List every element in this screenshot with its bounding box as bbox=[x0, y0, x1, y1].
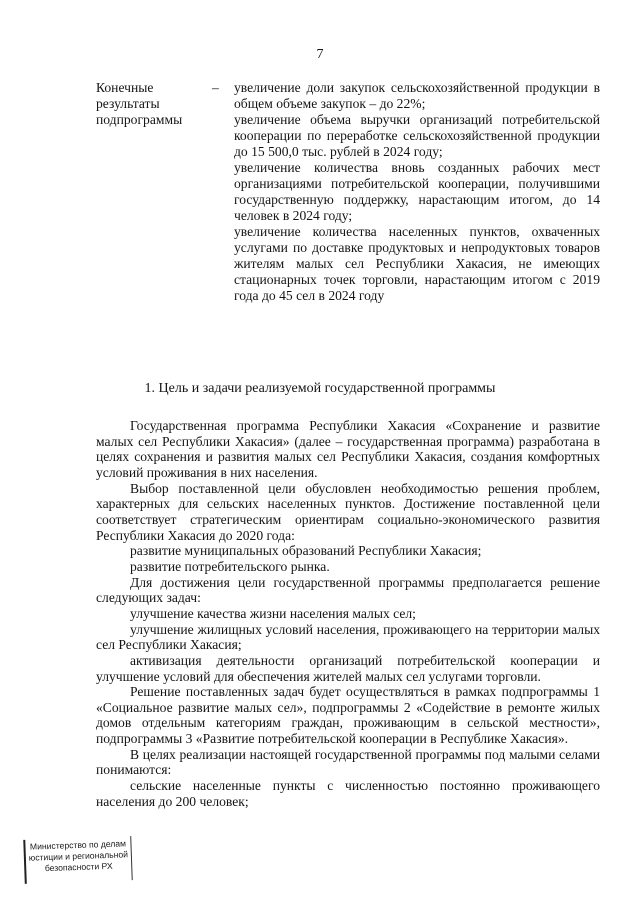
results-label bbox=[96, 80, 196, 128]
paragraph: улучшение жилищных условий населения, проживающего на территории малых сел Республики Хакасия; bbox=[96, 621, 600, 653]
results-dash: – bbox=[212, 80, 219, 95]
page-number: 7 bbox=[316, 47, 324, 62]
section-heading: 1. Цель и задачи реализуемой государственной программы bbox=[144, 381, 496, 396]
result-item: увеличение количества населенных пунктов, охваченных услугами по доставке продуктовых и непродуктовых товаров жителям малых сел Республики Хакасия, не имеющих стационарных точек торговли, нарастающим итогом с 2019 года до 45 сел в 2024 году bbox=[234, 224, 600, 303]
paragraph: В целях реализации настоящей государственной программы под малыми селами понимаются: bbox=[96, 746, 600, 778]
stamp-line: юстиции и региональной bbox=[28, 849, 129, 863]
results-label-line: Конечные bbox=[96, 80, 154, 95]
results-items bbox=[234, 80, 600, 304]
results-label-line: результаты bbox=[96, 96, 160, 111]
paragraph: развитие потребительского рынка. bbox=[130, 558, 330, 574]
paragraph: развитие муниципальных образований Республики Хакасия; bbox=[130, 543, 482, 559]
result-item: увеличение доли закупок сельскохозяйственной продукции в общем объеме закупок – до 22%; bbox=[234, 80, 600, 111]
body-text bbox=[96, 418, 600, 809]
ministry-stamp bbox=[23, 836, 132, 884]
paragraph: Выбор поставленной цели обусловлен необходимостью решения проблем, характерных для сельских населенных пунктов. Достижение поставленной цели соответствует стратегическим ориентирам социально-экономического развития Республики Хакасия до 2020 года: bbox=[96, 480, 600, 543]
stamp-line: безопасности РХ bbox=[44, 860, 113, 874]
paragraph: Для достижения цели государственной программы предполагается решение следующих задач: bbox=[96, 574, 600, 606]
paragraph: улучшение качества жизни населения малых сел; bbox=[130, 605, 416, 621]
results-label-line: подпрограммы bbox=[96, 112, 183, 127]
result-item: увеличение количества вновь созданных рабочих мест организациями потребительской кооперации, получившими государственную поддержку, нарастающим итогом, до 14 человек в 2024 году; bbox=[234, 160, 600, 223]
final-results-block bbox=[96, 80, 600, 310]
paragraph: сельские населенные пункты с численностью постоянно проживающего населения до 200 человек; bbox=[96, 778, 600, 809]
paragraph: Решение поставленных задач будет осуществляться в рамках подпрограммы 1 «Социальное развитие малых сел», подпрограммы 2 «Содействие в ремонте жилых домов отдельным категориям граждан, проживающим в сельской местности», подпрограммы 3 «Развитие потребительской кооперации в Республике Хакасия». bbox=[96, 684, 600, 747]
paragraph: активизация деятельности организаций потребительской кооперации и улучшение условий для обеспечения жителей малых сел услугами торговли. bbox=[96, 652, 600, 684]
paragraph: Государственная программа Республики Хакасия «Сохранение и развитие малых сел Республики Хакасия» (далее – государственная программа) разработана в целях сохранения и развития малых сел Республики Хакасия, создания комфортных условий проживания в них населения. bbox=[96, 418, 600, 480]
result-item: увеличение объема выручки организаций потребительской кооперации по переработке сельскохозяйственной продукции до 15 500,0 тыс. рублей в 2024 году; bbox=[234, 112, 600, 159]
stamp-line: Министерство по делам bbox=[29, 838, 127, 852]
